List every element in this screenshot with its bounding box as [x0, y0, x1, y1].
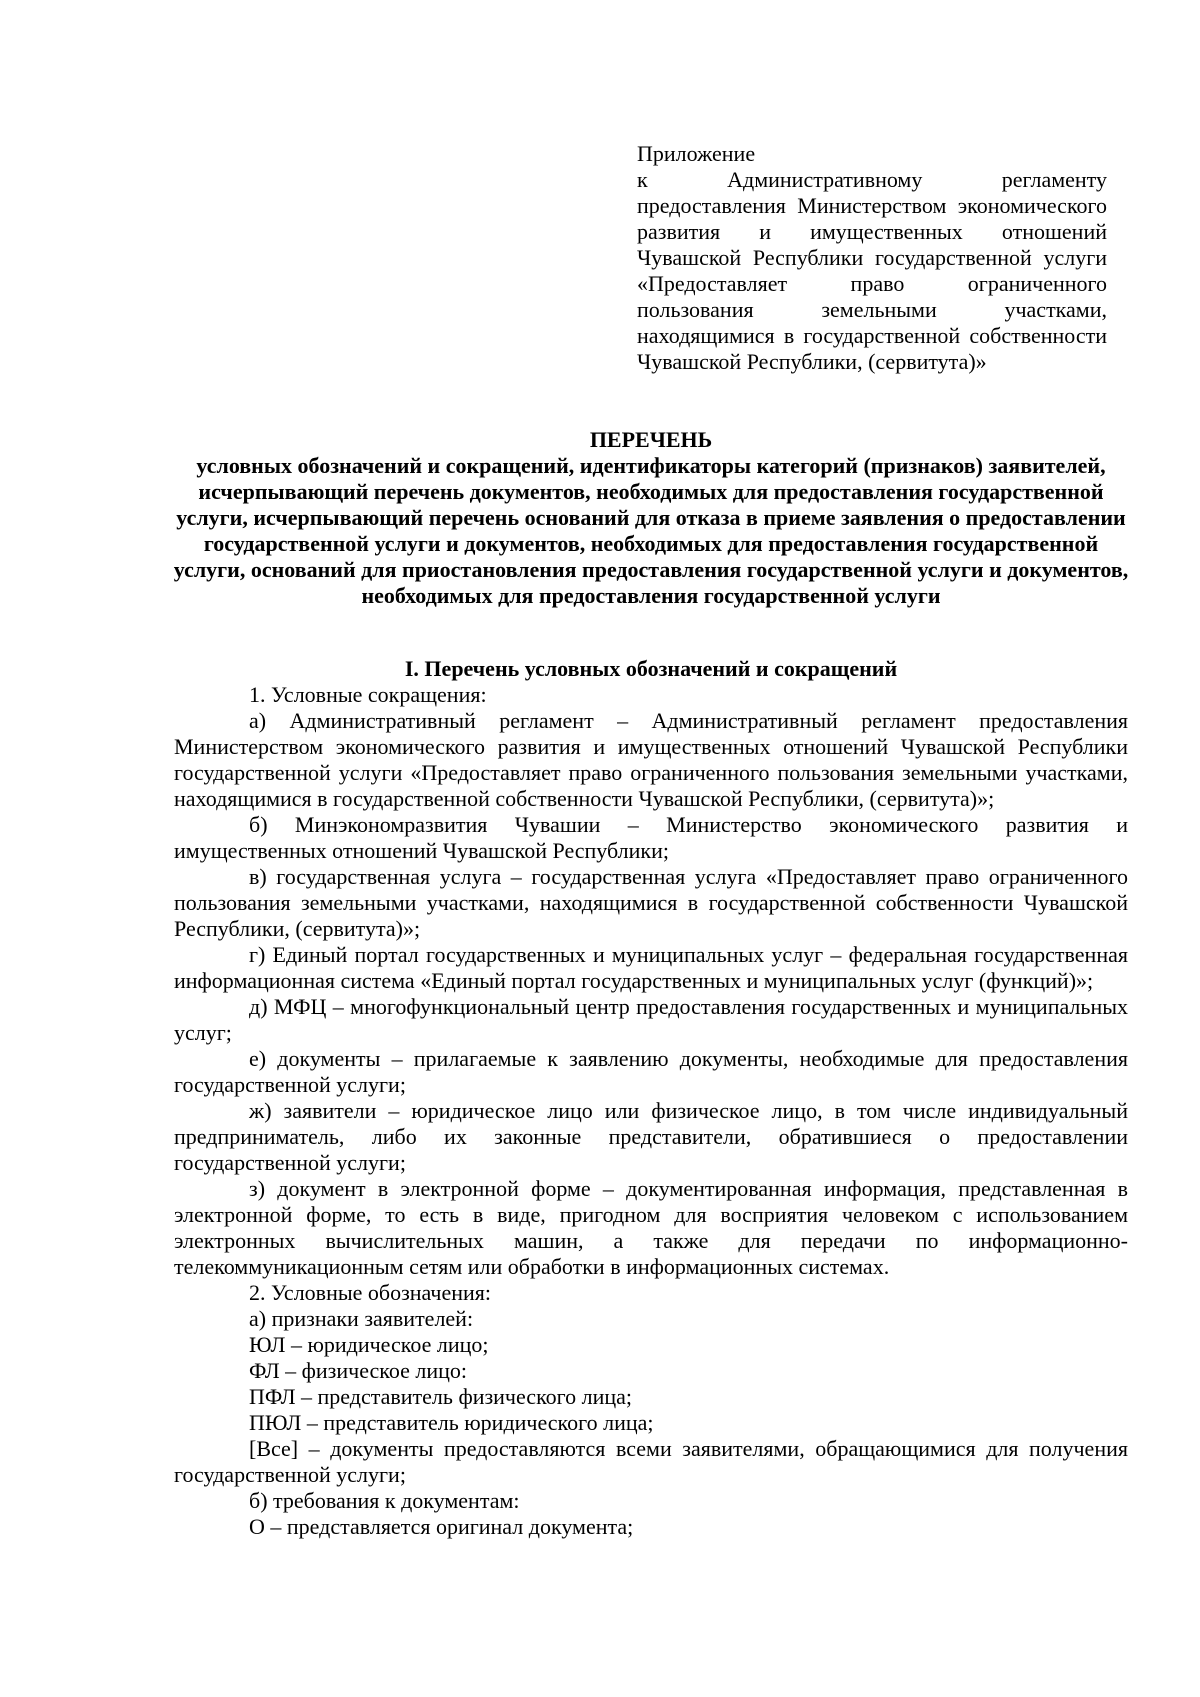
item-v: в) государственная услуга – государственная услуга «Предоставляет право ограниченного пользования земельными участками, находящимися в государственной собственности Чувашской Республики, (сервитута)»;	[174, 864, 1128, 941]
item-z: з) документ в электронной форме – документированная информация, представленная в электронной форме, то есть в виде, пригодном для восприятия человеком с использованием электронных вычислительных машин, а также для передачи по информационно-телекоммуникационным сетям или обработки в информационных системах.	[174, 1176, 1128, 1279]
appendix-title: Приложение	[637, 141, 756, 166]
paragraph-abbreviations: 1. Условные сокращения:	[249, 682, 487, 707]
section-title: I. Перечень условных обозначений и сокращений	[404, 656, 898, 681]
item-a: а) Административный регламент – Административный регламент предоставления Министерством экономического развития и имущественных отношений Чувашской Республики государственной услуги «Предоставляет право ограниченного пользования земельными участками, находящимися в государственной собственности Чувашской Республики, (сервитута)»;	[174, 708, 1128, 811]
designation-pyul: ПЮЛ – представитель юридического лица;	[249, 1410, 654, 1435]
item-b: б) Минэкономразвития Чувашии – Министерство экономического развития и имущественных отношений Чувашской Республики;	[174, 812, 1128, 863]
heading-subtitle: условных обозначений и сокращений, идентификаторы категорий (признаков) заявителей, исчерпывающий перечень документов, необходимых для предоставления государственной услуги, исчерпывающий перечень оснований для отказа в приеме заявления о предоставлении государственной услуги и документов, необходимых для предоставления государственной услуги, оснований для приостановления предоставления государственной услуги и документов, необходимых для предоставления государственной услуги	[173, 453, 1129, 608]
item-d: д) МФЦ – многофункциональный центр предоставления государственных и муниципальных услуг;	[174, 994, 1128, 1045]
paragraph-designations: 2. Условные обозначения:	[249, 1280, 492, 1305]
designation-o: О – представляется оригинал документа;	[249, 1514, 634, 1539]
item-zh: ж) заявители – юридическое лицо или физическое лицо, в том числе индивидуальный предприниматель, либо их законные представители, обратившиеся о предоставлении государственной услуги;	[174, 1098, 1128, 1175]
document-heading	[168, 427, 1134, 609]
designation-yul: ЮЛ – юридическое лицо;	[249, 1332, 489, 1357]
appendix-body: к Административному регламенту предоставления Министерством экономического развития и имущественных отношений Чувашской Республики государственной услуги «Предоставляет право ограниченного пользования земельными участками, находящимися в государственной собственности Чувашской Республики, (сервитута)»	[637, 167, 1107, 374]
designation-fl: ФЛ – физическое лицо:	[249, 1358, 468, 1383]
designation-all: [Все] – документы предоставляются всеми заявителями, обращающимися для получения государственной услуги;	[174, 1436, 1128, 1487]
subitem-applicant-features: а) признаки заявителей:	[249, 1306, 474, 1331]
designation-pfl: ПФЛ – представитель физического лица;	[249, 1384, 633, 1409]
item-e: е) документы – прилагаемые к заявлению документы, необходимые для предоставления государственной услуги;	[174, 1046, 1128, 1097]
subitem-document-requirements: б) требования к документам:	[249, 1488, 520, 1513]
item-g: г) Единый портал государственных и муниципальных услуг – федеральная государственная информационная система «Единый портал государственных и муниципальных услуг (функций)»;	[174, 942, 1128, 993]
heading-title: ПЕРЕЧЕНЬ	[589, 427, 713, 452]
section-1	[174, 656, 1128, 1540]
appendix-block	[637, 141, 1107, 375]
